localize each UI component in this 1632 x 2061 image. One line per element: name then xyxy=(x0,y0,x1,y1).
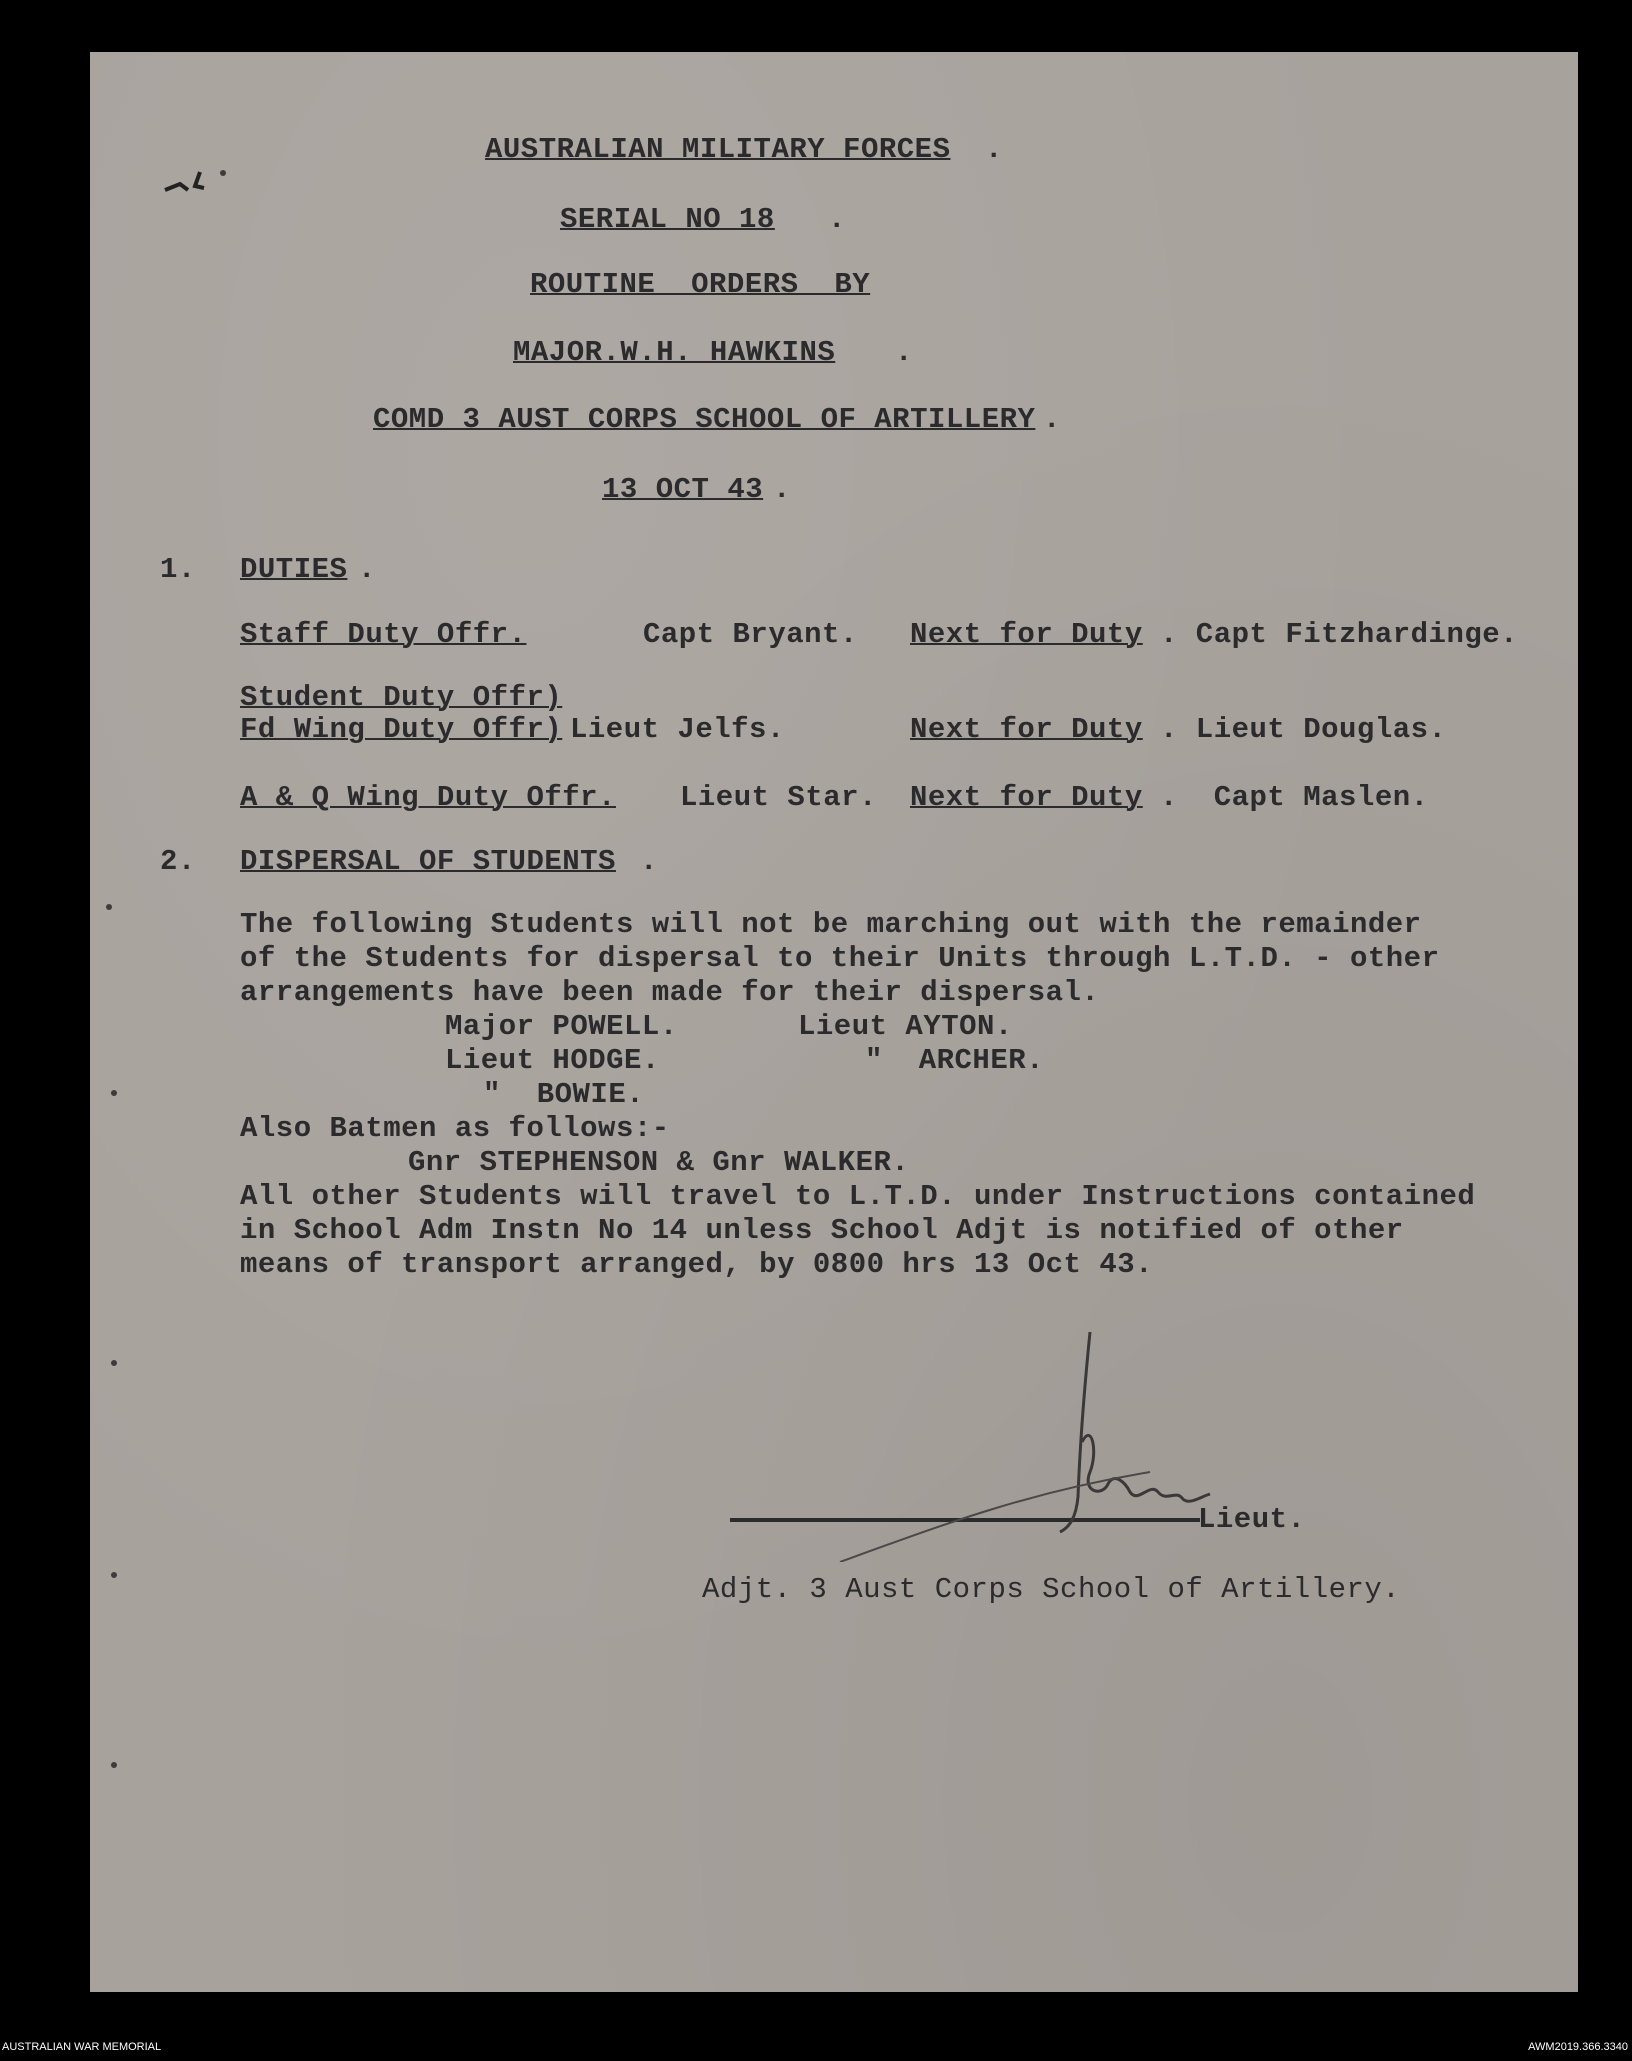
punch-mark xyxy=(111,1762,117,1768)
header-line-comd: COMD 3 AUST CORPS SCHOOL OF ARTILLERY xyxy=(373,403,1036,436)
next-for-duty-label: Next for Duty xyxy=(910,713,1143,746)
punch-mark xyxy=(111,1360,117,1366)
closing-line: in School Adm Instn No 14 unless School Adjt is notified of other xyxy=(240,1214,1404,1247)
header-line-serial: SERIAL NO 18 xyxy=(560,203,775,236)
student-name: Major POWELL. xyxy=(445,1010,678,1043)
next-duty-officer: . Lieut Douglas. xyxy=(1160,713,1447,746)
signature-rank: Lieut. xyxy=(1198,1503,1306,1536)
student-name: Lieut HODGE. xyxy=(445,1044,660,1077)
header-line-date: 13 OCT 43 xyxy=(602,473,764,506)
heading-period: . xyxy=(358,553,376,586)
footer-accession-number: AWM2019.366.3340 xyxy=(1528,2041,1628,2053)
ink-smudge xyxy=(160,160,230,210)
header-period: . xyxy=(828,203,846,236)
signature-title: Adjt. 3 Aust Corps School of Artillery. xyxy=(702,1573,1401,1606)
batmen-intro: Also Batmen as follows:- xyxy=(240,1112,670,1145)
paragraph-line: arrangements have been made for their dispersal. xyxy=(240,976,1100,1009)
duty-role: Fd Wing Duty Offr) xyxy=(240,713,563,746)
header-line-routine-orders: ROUTINE ORDERS BY xyxy=(530,268,871,301)
duty-officer: Lieut Jelfs. xyxy=(570,713,785,746)
next-for-duty-label: Next for Duty xyxy=(910,781,1143,814)
document-page xyxy=(90,52,1578,1992)
duty-role: A & Q Wing Duty Offr. xyxy=(240,781,616,814)
header-period: . xyxy=(985,133,1003,166)
section-2-heading: DISPERSAL OF STUDENTS xyxy=(240,845,616,878)
duty-role: Student Duty Offr) xyxy=(240,681,563,714)
heading-period: . xyxy=(640,845,658,878)
section-2-number: 2. xyxy=(160,845,196,878)
punch-mark xyxy=(106,904,112,910)
header-line-forces: AUSTRALIAN MILITARY FORCES xyxy=(485,133,951,166)
next-duty-officer: . Capt Maslen. xyxy=(1160,781,1429,814)
section-1-heading: DUTIES xyxy=(240,553,348,586)
duty-officer: Lieut Star. xyxy=(680,781,877,814)
duty-role: Staff Duty Offr. xyxy=(240,618,527,651)
footer-credit: AUSTRALIAN WAR MEMORIAL xyxy=(2,2041,162,2053)
header-period: . xyxy=(773,473,791,506)
next-duty-officer: . Capt Fitzhardinge. xyxy=(1160,618,1519,651)
paragraph-line: The following Students will not be marching out with the remainder xyxy=(240,908,1422,941)
punch-mark xyxy=(111,1572,117,1578)
batmen-names: Gnr STEPHENSON & Gnr WALKER. xyxy=(408,1146,910,1179)
punch-mark xyxy=(111,1090,117,1096)
closing-line: All other Students will travel to L.T.D. under Instructions contained xyxy=(240,1180,1476,1213)
next-for-duty-label: Next for Duty xyxy=(910,618,1143,651)
header-period: . xyxy=(895,336,913,369)
student-name: " ARCHER. xyxy=(865,1044,1045,1077)
student-name: Lieut AYTON. xyxy=(798,1010,1013,1043)
duty-officer: Capt Bryant. xyxy=(643,618,858,651)
header-line-major: MAJOR.W.H. HAWKINS xyxy=(513,336,836,369)
paragraph-line: of the Students for dispersal to their Units through L.T.D. - other xyxy=(240,942,1440,975)
student-name: " BOWIE. xyxy=(483,1078,645,1111)
closing-line: means of transport arranged, by 0800 hrs 13 Oct 43. xyxy=(240,1248,1154,1281)
header-period: . xyxy=(1043,403,1061,436)
section-1-number: 1. xyxy=(160,553,196,586)
